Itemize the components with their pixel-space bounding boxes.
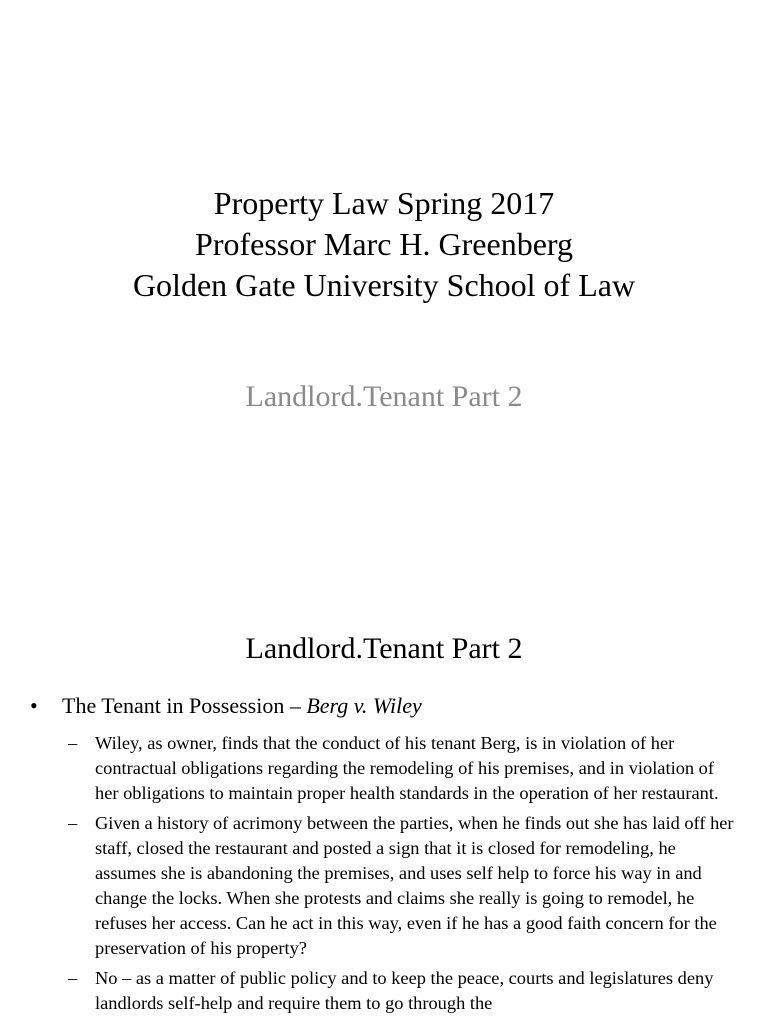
bullet-text: The Tenant in Possession – (62, 693, 307, 718)
content-slide (0, 512, 768, 1024)
title-line-course: Property Law Spring 2017 (213, 185, 555, 221)
sub-bullet-text: Given a history of acrimony between the parties, when he finds out she has laid off her staff, closed the restaurant and posted a sign that it is closed for remodeling, he assumes she is abandoning the premises, and uses self help to force his way in and change the locks. When she protests and claims she really is going to remodel, he refuses her access. Can he act in this way, even if he has a good faith concern for the preservation of his property? (95, 813, 734, 958)
sub-bullet-text: Wiley, as owner, finds that the conduct of his tenant Berg, is in violation of her contractual obligations regarding the remodeling of his premises, and in violation of her obligations to maintain proper health standards in the operation of her restaurant. (95, 733, 719, 803)
sub-bullet-list (68, 731, 738, 1021)
dash-marker: – (68, 813, 78, 833)
bullet-item (30, 692, 750, 720)
sub-bullet-item (68, 731, 738, 806)
content-slide-title: Landlord.Tenant Part 2 (245, 632, 523, 665)
title-line-professor: Professor Marc H. Greenberg (195, 226, 573, 262)
slide-subtitle: Landlord.Tenant Part 2 (245, 380, 523, 413)
dash-marker: – (68, 968, 78, 988)
sub-bullet-item (68, 811, 738, 961)
dash-marker: – (68, 733, 78, 753)
sub-bullet-item (68, 966, 738, 1016)
bullet-marker: • (30, 693, 38, 718)
sub-bullet-text: No – as a matter of public policy and to keep the peace, courts and legislatures deny landlords self-help and require them to go through the (95, 968, 714, 1013)
case-name: Berg v. Wiley (306, 693, 422, 718)
slide-title (0, 183, 768, 306)
title-line-school: Golden Gate University School of Law (132, 267, 636, 303)
